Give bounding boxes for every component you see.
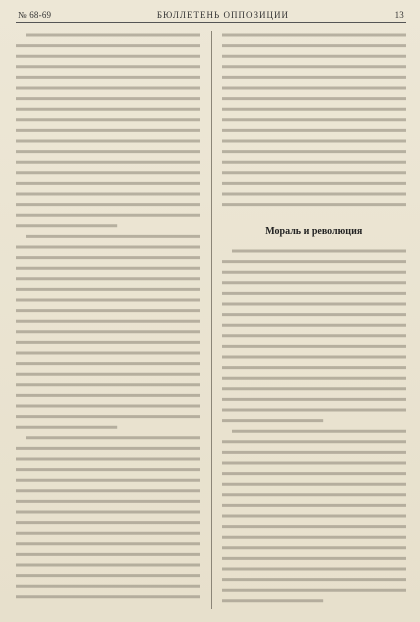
issue-number: № 68-69 bbox=[18, 10, 52, 20]
running-header bbox=[16, 10, 406, 22]
left-column-text-placeholder bbox=[16, 29, 201, 609]
header-rule bbox=[16, 22, 406, 23]
journal-title: БЮЛЛЕТЕНЬ ОППОЗИЦИИ bbox=[156, 10, 289, 20]
column-divider bbox=[211, 31, 212, 609]
left-column bbox=[16, 29, 201, 609]
page-number: 13 bbox=[394, 10, 404, 20]
text-columns bbox=[16, 29, 406, 609]
section-heading: Мораль и революция bbox=[265, 226, 363, 237]
right-column bbox=[222, 29, 407, 609]
right-column-text-placeholder bbox=[222, 29, 407, 609]
